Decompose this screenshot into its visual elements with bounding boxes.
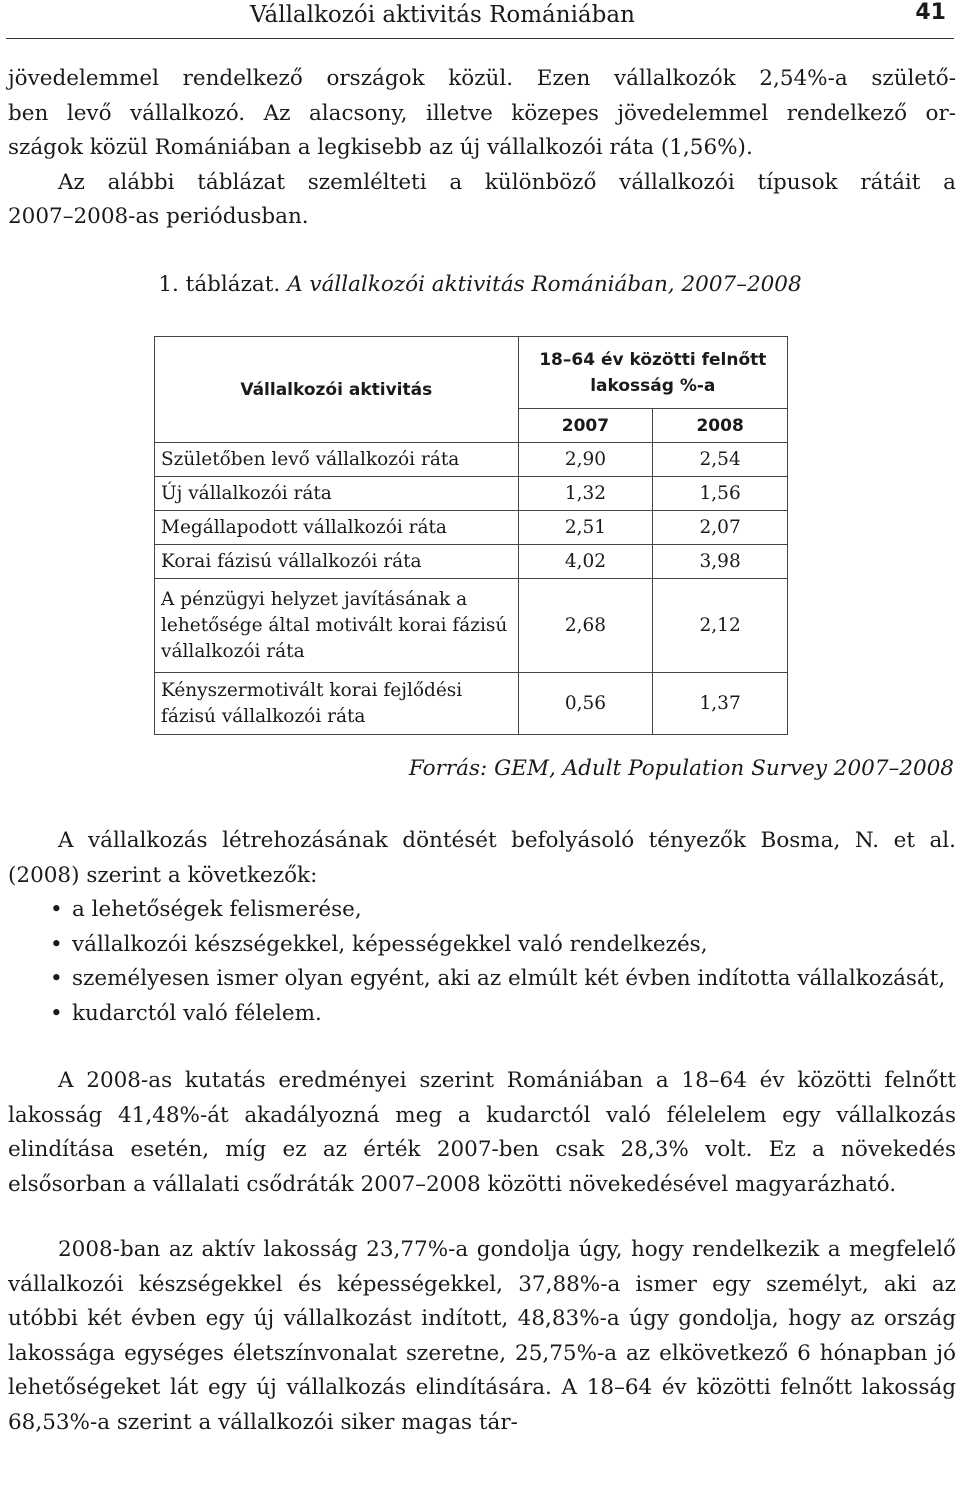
row-label: Születőben levő vállalkozói ráta bbox=[155, 443, 519, 477]
cell-2007: 1,32 bbox=[518, 477, 653, 511]
intro-line: ben levő vállalkozó. Az alacsony, illetve közepes jövedelemmel rendelkező or- bbox=[8, 100, 956, 126]
bullet-icon: • bbox=[50, 966, 63, 991]
bullet-icon: • bbox=[50, 931, 63, 957]
paragraph-active-population bbox=[8, 1233, 956, 1440]
page-number: 41 bbox=[915, 0, 946, 25]
factors-intro-text: A vállalkozás létrehozásának döntését befolyásoló tényezők Bosma, N. et al. (2008) szerint a következők: bbox=[8, 828, 956, 888]
factors-list bbox=[50, 893, 955, 1031]
row-label: Korai fázisú vállalkozói ráta bbox=[155, 545, 519, 579]
table-row bbox=[155, 545, 788, 579]
table-row bbox=[155, 579, 788, 673]
table-title: A vállalkozói aktivitás Romániában, 2007–2008 bbox=[287, 272, 802, 297]
table-source: Forrás: GEM, Adult Population Survey 2007–2008 bbox=[408, 756, 954, 781]
cell-2008: 2,07 bbox=[653, 511, 788, 545]
table-number: 1. táblázat. bbox=[158, 272, 281, 297]
cell-2008: 2,12 bbox=[653, 579, 788, 673]
paragraph-text: 2008-ban az aktív lakosság 23,77%-a gondolja úgy, hogy rendelkezik a megfelelő vállalkozói készségekkel és képességekkel, 37,88%-a ismer egy személyt, aki az utóbbi két évben egy új vállalkozást indított, 48,83%-a úgy gondolja, hogy az ország lakossága egységes életszínvonalat szeretne, 25,75%-a az elkövetkező 6 hónapban jó lehetőségeket lát egy új vállalkozás elindítására. A 18–64 év közötti felnőtt lakosság 68,53%-a szerint a vállalkozói siker magas tár- bbox=[8, 1237, 956, 1435]
cell-2008: 2,54 bbox=[653, 443, 788, 477]
intro-line: szágok közül Romániában a legkisebb az új vállalkozói ráta (1,56%). bbox=[8, 135, 753, 160]
year-header: 2007 bbox=[518, 409, 653, 443]
bullet-icon: • bbox=[50, 1000, 63, 1026]
activity-table bbox=[154, 336, 788, 735]
year-header: 2008 bbox=[653, 409, 788, 443]
list-item-text: a lehetőségek felismerése, bbox=[72, 897, 362, 922]
cell-2007: 0,56 bbox=[518, 673, 653, 735]
list-item bbox=[50, 997, 955, 1032]
bullet-icon: • bbox=[50, 897, 63, 922]
table-caption bbox=[0, 272, 960, 297]
paragraph-results-2008 bbox=[8, 1064, 956, 1202]
list-item-text: vállalkozói készségekkel, képességekkel való rendelkezés, bbox=[72, 931, 708, 957]
factors-intro bbox=[8, 824, 956, 893]
list-item bbox=[50, 962, 955, 997]
intro-line: jövedelemmel rendelkező országok közül. Ezen vállalkozók 2,54%-a születő- bbox=[8, 66, 956, 91]
row-label: A pénzügyi helyzet javításának a lehetősége által motivált korai fázisú vállalkozói ráta bbox=[155, 579, 519, 673]
list-item bbox=[50, 928, 955, 963]
list-item bbox=[50, 893, 955, 928]
list-item-text: személyesen ismer olyan egyént, aki az elmúlt két évben indította vállalkozását, bbox=[72, 966, 946, 991]
header-rule bbox=[6, 38, 954, 39]
row-label: Új vállalkozói ráta bbox=[155, 477, 519, 511]
table-header-row bbox=[155, 337, 788, 409]
paragraph-text: A 2008-as kutatás eredményei szerint Romániában a 18–64 év közötti felnőtt lakosság 41,48%-át akadályozná meg a kudarctól való félelelem egy vállalkozás elindítása esetén, míg ez az érték 2007-ben csak 28,3% volt. Ez a növekedés elsősorban a vállalati csődráták 2007–2008 közötti növekedésével magyarázható. bbox=[8, 1068, 956, 1197]
cell-2007: 2,68 bbox=[518, 579, 653, 673]
row-header-cell: Vállalkozói aktivitás bbox=[155, 337, 519, 443]
list-item-text: kudarctól való félelem. bbox=[72, 1000, 322, 1026]
intro-paragraph bbox=[8, 62, 956, 235]
cell-2008: 1,37 bbox=[653, 673, 788, 735]
cell-2008: 1,56 bbox=[653, 477, 788, 511]
group-header-cell: 18–64 év közötti felnőtt lakosság %-a bbox=[518, 337, 787, 409]
cell-2007: 2,90 bbox=[518, 443, 653, 477]
row-label: Megállapodott vállalkozói ráta bbox=[155, 511, 519, 545]
table-row bbox=[155, 511, 788, 545]
cell-2007: 2,51 bbox=[518, 511, 653, 545]
cell-2008: 3,98 bbox=[653, 545, 788, 579]
running-header bbox=[0, 0, 960, 40]
cell-2007: 4,02 bbox=[518, 545, 653, 579]
table-row bbox=[155, 443, 788, 477]
row-label: Kényszermotivált korai fejlődési fázisú vállalkozói ráta bbox=[155, 673, 519, 735]
intro-line: 2007–2008-as periódusban. bbox=[8, 204, 309, 229]
intro-line: Az alábbi táblázat szemlélteti a különböző vállalkozói típusok rátáit a bbox=[58, 169, 956, 195]
running-title: Vállalkozói aktivitás Romániában bbox=[250, 2, 635, 28]
table-row bbox=[155, 477, 788, 511]
table-row bbox=[155, 673, 788, 735]
